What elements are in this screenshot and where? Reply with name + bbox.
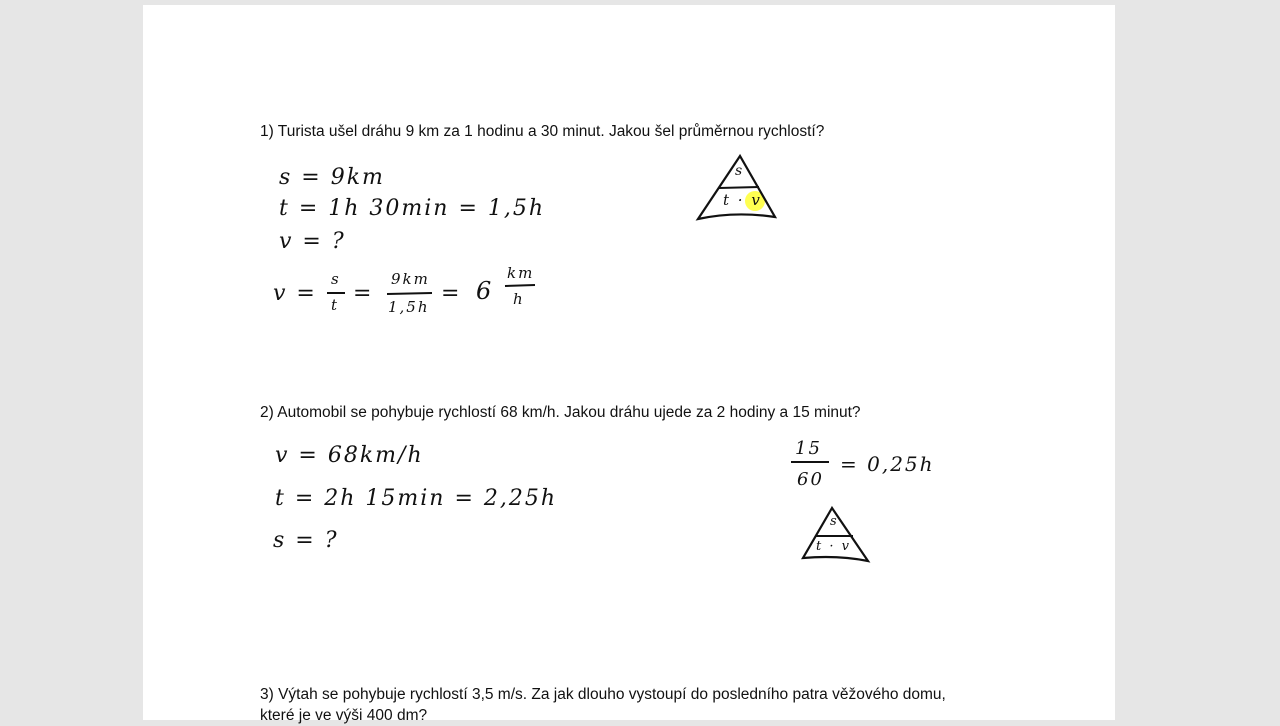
unit-bar (505, 285, 535, 286)
sol1-eq2: = (441, 281, 462, 306)
frac2-bar (387, 293, 432, 294)
triangle-1-divider (719, 187, 759, 188)
sol1-frac2-num: 9km (391, 270, 430, 288)
tri2-top: s (830, 514, 839, 529)
formula-triangle-2 (803, 508, 868, 561)
sol1-frac1-num: s (331, 270, 341, 288)
sol1-result: 6 (476, 277, 494, 305)
problem-2-text: 2) Automobil se pohybuje rychlostí 68 km/h. Jakou dráhu ujede za 2 hodiny a 15 minut? (260, 404, 861, 421)
tri1-bottom: t · v (723, 191, 762, 209)
sol2-conv-num: 15 (795, 438, 822, 459)
problem-3-text-line2: které je ve výši 400 dm? (260, 707, 428, 724)
tri1-top: s (735, 163, 745, 179)
problem-3-text: 3) Výtah se pohybuje rychlostí 3,5 m/s. Za jak dlouho vystoupí do posledního patra věžového domu, (260, 686, 946, 703)
sol1-frac1-den: t (331, 296, 340, 314)
sol1-formula-lhs: v = (273, 281, 317, 306)
sol1-line1: s = 9km (279, 165, 385, 190)
sol2-line1: v = 68km/h (275, 443, 424, 468)
problem-1-text: 1) Turista ušel dráhu 9 km za 1 hodinu a 30 minut. Jakou šel průměrnou rychlostí? (260, 123, 825, 140)
sol2-line2: t = 2h 15min = 2,25h (275, 486, 558, 511)
sol1-line3: v = ? (279, 229, 346, 254)
sol1-unit-num: km (507, 264, 535, 282)
sol2-conv-den: 60 (797, 469, 824, 490)
sol2-conv-result: = 0,25h (840, 452, 935, 476)
sol2-line3: s = ? (273, 528, 339, 553)
tri2-bottom: t · v (816, 539, 851, 554)
sol1-frac2-den: 1,5h (388, 298, 430, 316)
sol1-line2: t = 1h 30min = 1,5h (279, 196, 546, 221)
sol1-unit-den: h (513, 290, 525, 308)
document-page (143, 5, 1115, 724)
handwriting-strokes (143, 5, 1115, 720)
sol1-eq1: = (353, 281, 374, 306)
